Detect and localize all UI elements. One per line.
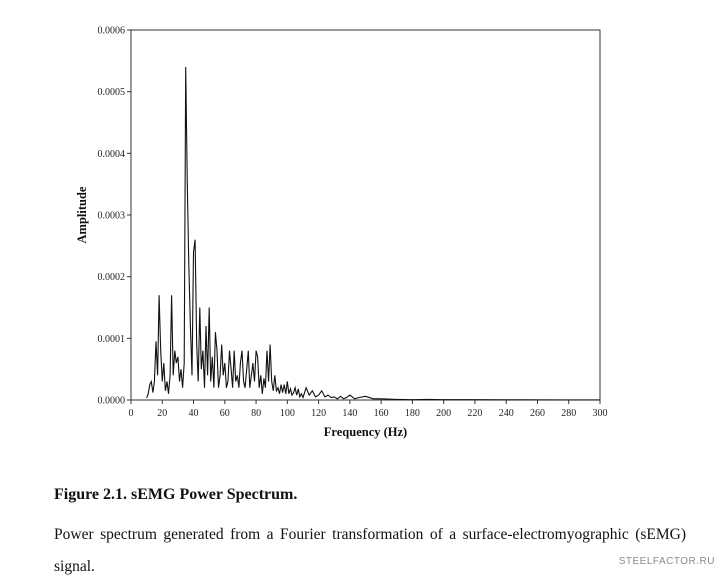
y-tick-label: 0.0005 (97, 87, 125, 99)
x-axis-title: Frequency (Hz) (323, 425, 408, 439)
x-tick-label: 80 (251, 408, 262, 419)
plot-frame (131, 30, 600, 400)
watermark: STEELFACTOR.RU (618, 556, 715, 567)
x-tick-label: 300 (592, 408, 608, 419)
x-axis-ticks (129, 400, 608, 419)
x-tick-label: 60 (219, 408, 230, 419)
x-tick-label: 160 (373, 408, 389, 419)
x-tick-label: 0 (128, 408, 134, 419)
x-tick-label: 200 (436, 408, 452, 419)
x-tick-label: 100 (279, 408, 295, 419)
y-tick-label: 0.0000 (97, 395, 125, 407)
y-tick-label: 0.0003 (97, 210, 125, 222)
y-tick-label: 0.0001 (97, 333, 125, 345)
figure-title: Figure 2.1. sEMG Power Spectrum. (54, 486, 298, 503)
y-axis-title: Amplitude (75, 186, 89, 244)
x-tick-label: 240 (498, 408, 514, 419)
y-axis-ticks (98, 26, 132, 407)
x-tick-label: 140 (342, 408, 358, 419)
x-tick-label: 260 (529, 408, 545, 419)
x-tick-label: 180 (404, 408, 420, 419)
x-tick-label: 120 (311, 408, 327, 419)
x-tick-label: 20 (157, 408, 168, 419)
figure-description: Power spectrum generated from a Fourier transformation of a surface-electromyographic (sEMG) signal. (54, 526, 686, 575)
y-tick-label: 0.0004 (97, 148, 125, 160)
x-tick-label: 40 (188, 408, 199, 419)
y-tick-label: 0.0006 (97, 25, 125, 37)
series-line (147, 67, 600, 400)
x-tick-label: 220 (467, 408, 483, 419)
x-tick-label: 280 (561, 408, 577, 419)
y-tick-label: 0.0002 (97, 272, 125, 284)
